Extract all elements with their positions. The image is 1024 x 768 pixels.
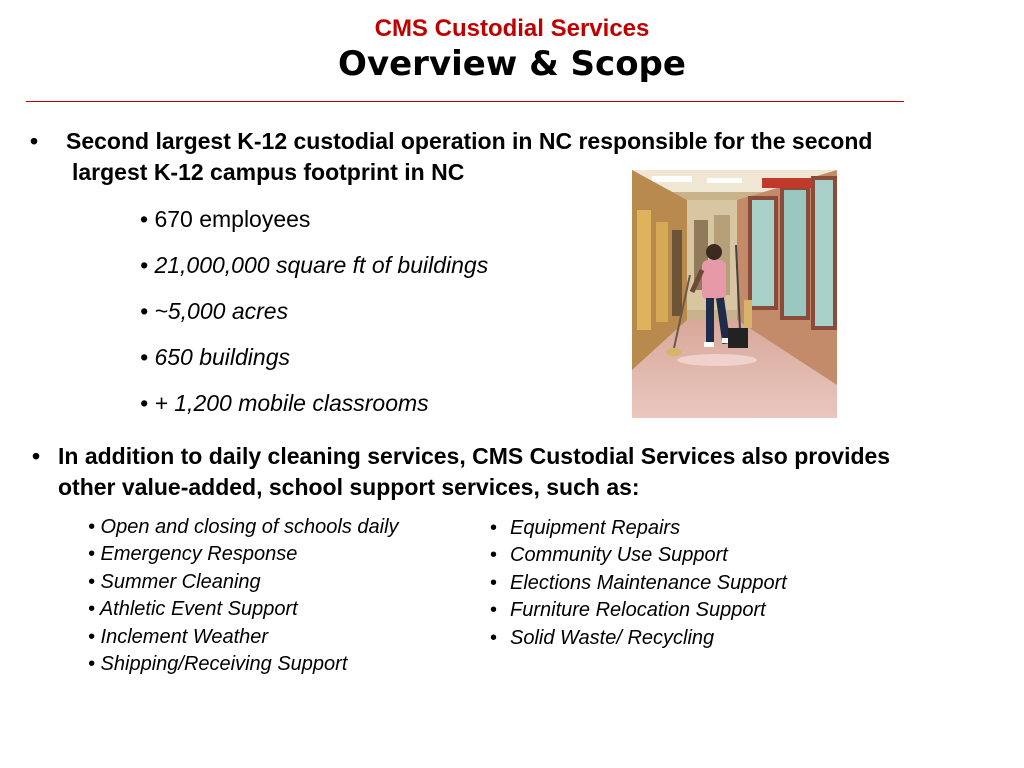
page-title: CMS Custodial Services xyxy=(374,15,650,42)
service-item: • Emergency Response xyxy=(88,543,298,566)
service-item: • Open and closing of schools daily xyxy=(88,516,399,538)
custodian-mopping-hallway-photo-icon xyxy=(632,170,837,418)
stat-employees: • 670 employees xyxy=(140,206,311,232)
bullet-glyph: • xyxy=(30,128,39,154)
service-item-label: Solid Waste/ Recycling xyxy=(510,626,715,649)
stat-acres: • ~5,000 acres xyxy=(140,298,289,324)
scope-line-2: largest K-12 campus footprint in NC xyxy=(72,159,465,185)
services-list-left xyxy=(88,514,399,678)
service-item: • Inclement Weather xyxy=(88,625,269,648)
bullet-glyph: • xyxy=(490,544,498,567)
service-item xyxy=(490,515,787,542)
service-item-label: Community Use Support xyxy=(510,544,728,567)
service-item xyxy=(490,570,787,597)
title-block xyxy=(0,14,1024,84)
service-item: • Athletic Event Support xyxy=(88,598,298,621)
service-item: • Summer Cleaning xyxy=(88,570,261,593)
service-item: • Shipping/Receiving Support xyxy=(88,652,348,675)
bullet-glyph: • xyxy=(490,626,498,649)
services-line-2: other value-added, school support services, such as: xyxy=(58,474,640,500)
services-list-right xyxy=(490,515,787,652)
bullet-glyph: • xyxy=(490,517,498,539)
main-bullet-services xyxy=(32,441,1018,503)
title-divider xyxy=(26,101,904,102)
stat-buildings: • 650 buildings xyxy=(140,344,290,370)
scope-line-1: Second largest K-12 custodial operation in NC responsible for the second xyxy=(66,128,873,154)
service-item-label: Elections Maintenance Support xyxy=(510,571,787,594)
stat-mobile-classrooms: • + 1,200 mobile classrooms xyxy=(140,390,429,416)
main-bullet-scope xyxy=(30,126,986,188)
service-item-label: Equipment Repairs xyxy=(510,517,681,539)
service-item xyxy=(490,597,787,624)
bullet-glyph: • xyxy=(490,599,498,622)
page-subtitle: Overview & Scope xyxy=(338,44,686,84)
stat-square-feet: • 21,000,000 square ft of buildings xyxy=(140,252,489,278)
bullet-glyph: • xyxy=(32,443,41,469)
custodian-photo xyxy=(632,170,837,418)
services-line-1: In addition to daily cleaning services, CMS Custodial Services also provides xyxy=(58,443,891,469)
service-item xyxy=(490,542,787,569)
bullet-glyph: • xyxy=(490,571,498,594)
service-item xyxy=(490,625,787,652)
service-item-label: Furniture Relocation Support xyxy=(510,599,766,622)
stats-list xyxy=(140,196,488,426)
